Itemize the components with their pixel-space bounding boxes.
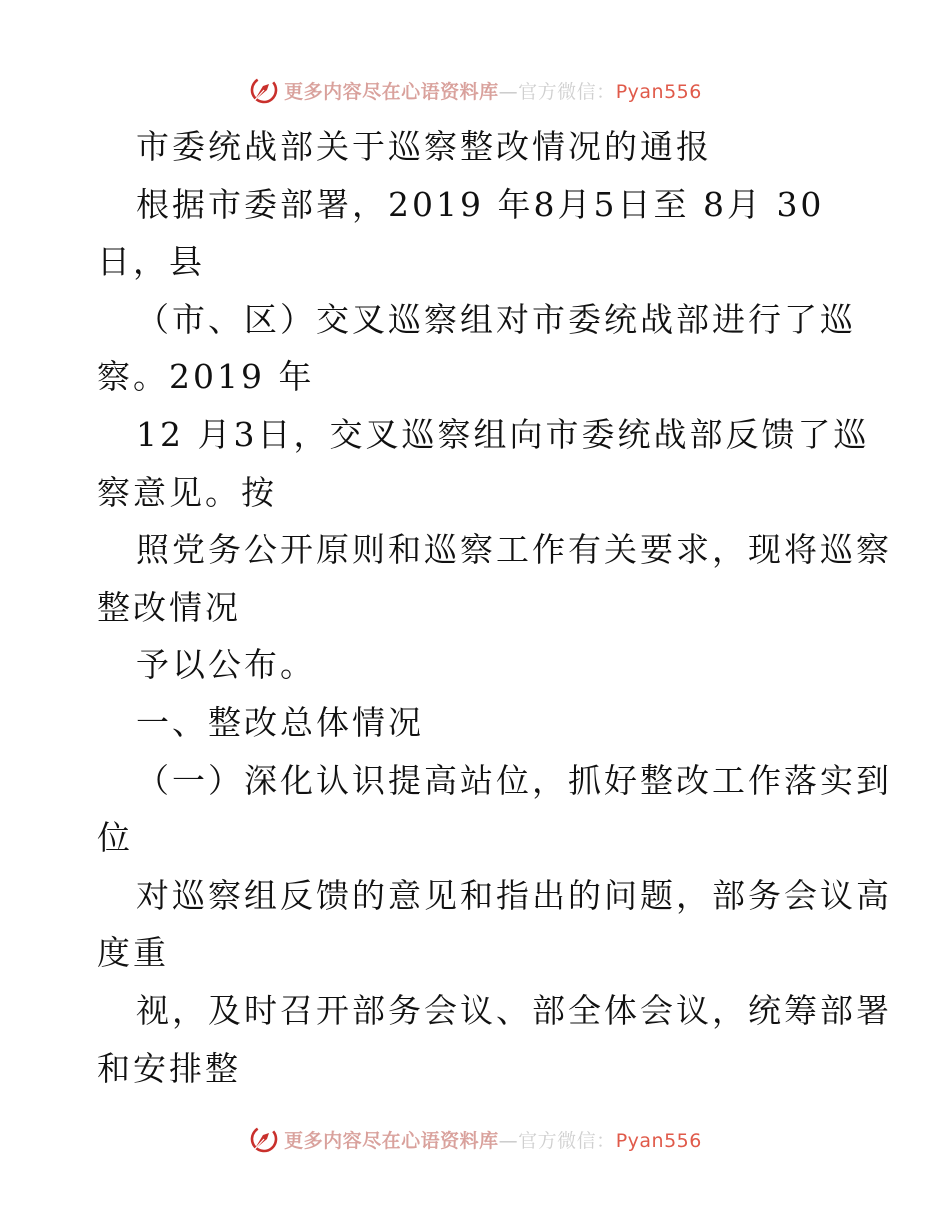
watermark-wechat-id: Pyan556	[615, 80, 702, 103]
fountain-pen-nib-icon	[248, 74, 280, 106]
document-line: 予以公布。	[136, 645, 316, 685]
fountain-pen-nib-icon	[248, 1123, 280, 1155]
header-watermark	[0, 72, 950, 108]
document-line: 对巡察组反馈的意见和指出的问题，部务会议高	[136, 875, 892, 915]
watermark-dash: —	[498, 80, 519, 103]
watermark-brand: 更多内容尽在心语资料库	[284, 1129, 499, 1152]
document-line: （市、区）交叉巡察组对市委统战部进行了巡	[136, 299, 856, 339]
document-line: 和安排整	[97, 1048, 241, 1088]
document-line: 察意见。按	[97, 472, 277, 512]
document-line: 位	[97, 818, 133, 858]
document-line: 整改情况	[97, 587, 241, 627]
document-line: 一、整改总体情况	[136, 702, 424, 742]
watermark-label: 官方微信：	[518, 80, 616, 103]
document-line: （一）深化认识提高站位，抓好整改工作落实到	[136, 760, 892, 800]
document-line: 日，县	[97, 242, 205, 282]
document-body	[97, 118, 892, 1097]
document-line: 12 月3日，交叉巡察组向市委统战部反馈了巡	[136, 414, 870, 454]
watermark-label: 官方微信：	[518, 1129, 616, 1152]
footer-watermark	[0, 1121, 950, 1157]
document-line: 度重	[97, 933, 169, 973]
document-title: 市委统战部关于巡察整改情况的通报	[136, 127, 712, 166]
watermark-wechat-id: Pyan556	[615, 1129, 702, 1152]
document-line: 视，及时召开部务会议、部全体会议，统筹部署	[136, 990, 892, 1030]
document-line: 照党务公开原则和巡察工作有关要求，现将巡察	[136, 530, 892, 570]
document-line: 根据市委部署，2019 年8月5日至 8月 30	[136, 184, 825, 224]
watermark-brand: 更多内容尽在心语资料库	[284, 80, 499, 103]
document-line: 察。2019 年	[97, 357, 315, 397]
watermark-dash: —	[498, 1129, 519, 1152]
